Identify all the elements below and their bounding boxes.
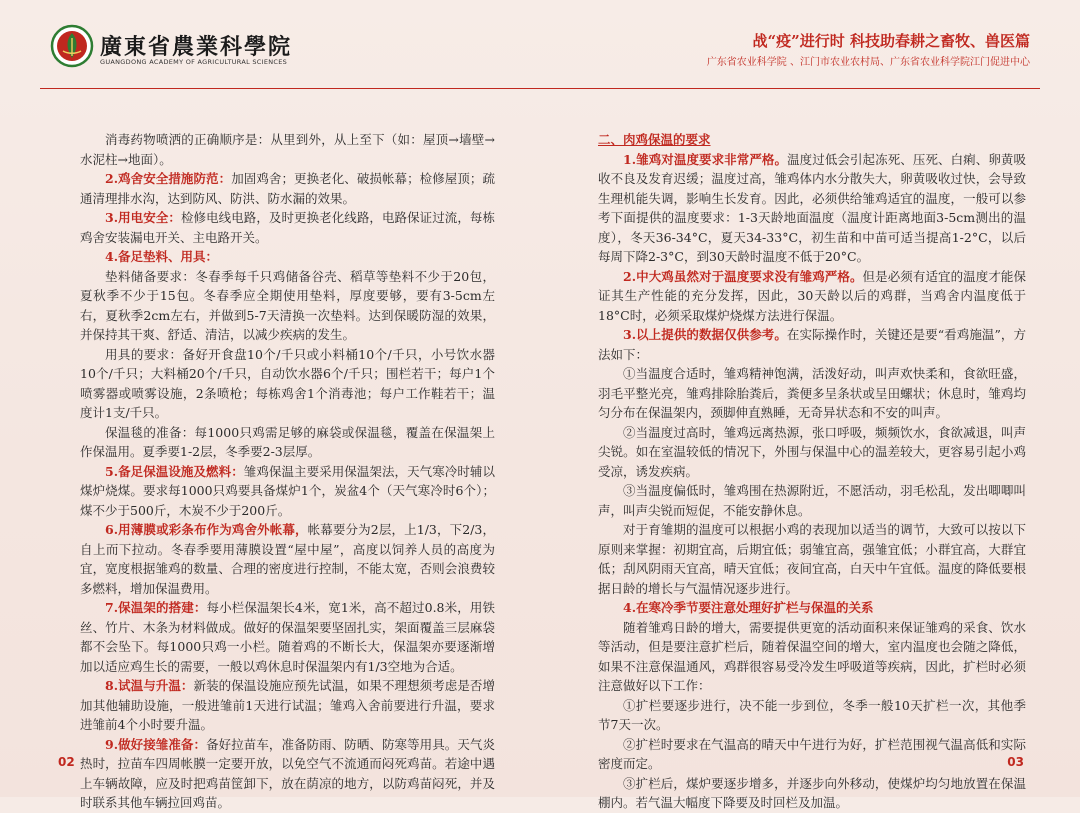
paragraph: 2.鸡舍安全措施防范：加固鸡舍；更换老化、破损帐幕；检修屋顶；疏通清理排水沟，达到防风、防洪、防水漏的效果。: [80, 171, 495, 206]
page-number-right: 03: [1007, 755, 1024, 769]
paragraph: 用具的要求：备好开食盘10个/千只或小料桶10个/千只，小号饮水器10个/千只；大料桶20个/千只，自动饮水器6个/千只；围栏若干；每户1个喷雾器或喷雾设施，2条喷枪；每栋鸡舍1个消毒池；每户工作鞋若干；温度计1支/千只。: [80, 346, 495, 420]
subheading: 5.备足保温设施及燃料：: [105, 463, 244, 479]
header-organizations: 广东省农业科学院 、江门市农业农村局、广东省农业科学院江门促进中心: [706, 57, 1030, 68]
paragraph: 保温毯的准备：每1000只鸡需足够的麻袋或保温毯，覆盖在保温架上作保温用。夏季要1-2层，冬季要2-3层厚。: [80, 424, 495, 459]
brand-name-en: GUANGDONG ACADEMY OF AGRICULTURAL SCIENCES: [100, 58, 288, 66]
right-column: [598, 130, 1026, 813]
paragraph: ①当温度合适时，雏鸡精神饱满，活泼好动，叫声欢快柔和，食欲旺盛，羽毛平整光亮，雏鸡排除胎粪后，粪便多呈条状或呈田螺状；休息时，雏鸡均匀分布在保温架内，颈脚伸直熟睡，无奇异状态和不安的叫声。: [598, 366, 1026, 420]
paragraph: ①扩栏要逐步进行，决不能一步到位，冬季一般10天扩栏一次，其他季节7天一次。: [598, 697, 1026, 732]
left-column: [80, 130, 495, 813]
paragraph: 消毒药物喷洒的正确顺序是：从里到外，从上至下（如：屋顶→墙壁→水泥柱→地面）。: [80, 132, 495, 167]
subheading: 9.做好接雏准备：: [105, 736, 207, 752]
paragraph: 9.做好接雏准备：备好拉苗车，准备防雨、防晒、防寒等用具。天气炎热时，拉苗车四周帐膜一定要开放，以免空气不流通而闷死鸡苗。若途中遇上车辆故障，应及时把鸡苗筐卸下，放在荫凉的地方，以防鸡苗闷死，并及时联系其他车辆拉回鸡苗。: [80, 736, 495, 810]
paragraph: 3.以上提供的数据仅供参考。在实际操作时，关键还是要“看鸡施温”，方法如下：: [598, 327, 1026, 362]
paragraph: 8.试温与升温：新装的保温设施应预先试温，如果不理想须考虑是否增加其他辅助设施，一般进雏前1天进行试温；雏鸡入舍前要进行升温，要求进雏前4个小时要升温。: [80, 678, 495, 732]
paragraph: ②扩栏时要求在气温高的晴天中午进行为好，扩栏范围视气温高低和实际密度而定。: [598, 736, 1026, 771]
paragraph: ②当温度过高时，雏鸡远离热源，张口呼吸，频频饮水，食欲减退，叫声尖锐。如在室温较低的情况下，外围与保温中心的温差较大，更容易引起小鸡受凉，诱发疾病。: [598, 424, 1026, 479]
paragraph: ③当温度偏低时，雏鸡围在热源附近，不愿活动，羽毛松乱，发出唧唧叫声，叫声尖锐而短促，不能安静休息。: [598, 483, 1026, 518]
paragraph: 7.保温架的搭建：每小栏保温架长4米，宽1米，高不超过0.8米，用铁丝、竹片、木条为材料做成。做好的保温架要坚固扎实，架面覆盖三层麻袋都不会坠下。每1000只鸡一小栏。随着鸡的不断长大，保温架亦要逐渐增加以适应鸡生长的需要，一般以鸡休息时保温架内有1/3空地为合适。: [80, 600, 495, 674]
subheading: 2.鸡舍安全措施防范：: [105, 171, 232, 186]
paragraph: 垫料储备要求：冬春季每千只鸡储备谷壳、稻草等垫料不少于20包，夏秋季不少于15包。冬春季应全期使用垫料，厚度要够，要有3-5cm左右，夏秋季2cm左右，并做到5-7天清换一次垫料。达到保暖防湿的效果，并保持其干爽、舒适、清洁，以减少疾病的发生。: [80, 268, 495, 342]
subheading: 3.以上提供的数据仅供参考。: [623, 327, 787, 342]
paragraph: 1.雏鸡对温度要求非常严格。温度过低会引起冻死、压死、白痢、卵黄吸收不良及发育迟缓；温度过高，雏鸡体内水分散失大，卵黄吸收过快，会导致生理机能失调，影响生长发育。因此，必须供给雏鸡适宜的温度，一般可以参考下面提供的温度要求：1-3天龄地面温度（温度计距离地面3-5cm测出的温度），冬天36-34°C，夏天34-33°C，初生苗和中苗可适当提高1-2°C，以后每周下降2-3°C，到30天龄时温度不低于20°C。: [598, 151, 1026, 264]
subheading: 3.用电安全：: [105, 210, 181, 225]
paragraph: 5.备足保温设施及燃料：雏鸡保温主要采用保温架法，天气寒冷时辅以煤炉烧煤。要求每1000只鸡要具备煤炉1个，炭盆4个（天气寒冷时6个）；煤不少于500斤，木炭不少于200斤。: [80, 463, 495, 518]
academy-logo-icon: [50, 24, 94, 68]
page-number-left: 02: [58, 755, 75, 769]
subheading: 6.用薄膜或彩条布作为鸡舍外帐幕，: [105, 522, 308, 537]
paragraph: 6.用薄膜或彩条布作为鸡舍外帐幕，帐幕要分为2层，上1/3，下2/3，自上而下拉动。冬春季要用薄膜设置“屋中屋”，高度以饲养人员的高度为宜，宽度根据雏鸡的数量、合理的密度进行控制，不能太宽，否则会浪费较多燃料，增加保温费用。: [80, 522, 495, 596]
brand-name-cn: 廣東省農業科學院: [100, 34, 293, 60]
subheading: 4.在寒冷季节要注意处理好扩栏与保温的关系: [623, 600, 874, 615]
paragraph: ③扩栏后，煤炉要逐步增多，并逐步向外移动，使煤炉均匀地放置在保温棚内。若气温大幅度下降要及时回栏及加温。: [598, 775, 1026, 810]
paragraph: 3.用电安全：检修电线电路，及时更换老化线路，电路保证过流，每栋鸡舍安装漏电开关、主电路开关。: [80, 210, 495, 245]
paragraph: 对于育雏期的温度可以根据小鸡的表现加以适当的调节，大致可以按以下原则来掌握：初期宜高，后期宜低；弱雏宜高，强雏宜低；小群宜高，大群宜低；刮风阴雨天宜高，晴天宜低；夜间宜高，白天中午宜低。温度的降低要根据日龄的增长与气温情况逐步进行。: [598, 522, 1026, 596]
subheading: 2.中大鸡虽然对于温度要求没有雏鸡严格。: [623, 268, 863, 284]
paragraph: 随着雏鸡日龄的增大，需要提供更宽的活动面积来保证雏鸡的采食、饮水等活动，但是要注意扩栏后，随着保温空间的增大，室内温度也会随之降低，如果不注意保温通风，鸡群很容易受冷发生呼吸道等疾病，因此，扩栏时必须注意做好以下工作：: [598, 619, 1026, 693]
section-heading: 二、肉鸡保温的要求: [598, 132, 711, 147]
header-title: 战“疫”进行时 科技助春耕之畜牧、兽医篇: [752, 32, 1030, 50]
paragraph: 2.中大鸡虽然对于温度要求没有雏鸡严格。但是必须有适宜的温度才能保证其生产性能的充分发挥，因此，30天龄以后的鸡群，当鸡舍内温度低于18°C时，必须采取煤炉烧煤方法进行保温。: [598, 268, 1026, 323]
subheading: 4.备足垫料、用具：: [105, 249, 219, 264]
page-header: [0, 0, 1080, 88]
subheading: 8.试温与升温：: [105, 678, 194, 693]
subheading: 7.保温架的搭建：: [105, 600, 207, 615]
header-divider: [40, 88, 1040, 89]
subheading: 1.雏鸡对温度要求非常严格。: [623, 151, 788, 167]
